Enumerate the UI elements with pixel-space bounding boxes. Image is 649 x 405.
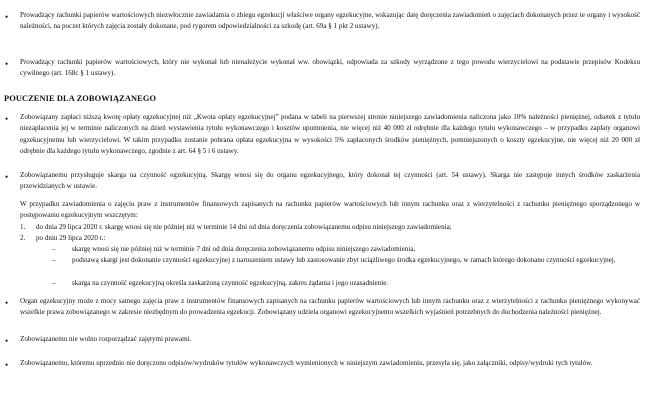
bullet-marker: •	[5, 59, 9, 69]
bullet-oplata-egzekucyjna: Zobowiązany zapłaci niższą kwotę opłaty egzekucyjnej niż „Kwota opłaty egzekucyjnej” podana w tabeli na pierwszej stronie niniejszego zawiadomienia naliczona jako 10% należności pieniężnej, odsetek z tytułu niezapłacenia jej w terminie naliczonych na dzień wystawienia tytułu wykonawczego i kosztów upomnienia, nie więcej niż 40 000 zł odrębnie dla każdego tytułu wykonawczego – w przypadku zapłaty organowi egzekucyjnemu lub wierzycielowi. W takim przypadku zostanie pobrana opłata egzekucyjna w wysokości 5% zapłaconych środków pieniężnych, pomniejszonych o koszty egzekucyjne, nie więcej niż 20 000 zł odrębnie dla każdego tytułu wykonawczego, zgodnie z art. 64 § 5 i 6 ustawy.	[20, 113, 640, 155]
numbered-item-1: do dnia 29 lipca 2020 r. skargę wnosi się nie później niż w terminie 14 dni od dnia doręczenia zobowiązanemu odpisu niniejszego zawiadomienia;	[36, 223, 452, 231]
list-number: 2.	[20, 234, 26, 242]
bullet-odpowiedzialnosc: Prowadzący rachunki papierów wartościowych, który nie wykonał lub nienależycie wykonał ww. obowiązki, odpowiada za szkody wyrządzone z tego powodu wierzycielowi na podstawie przepisów Kodeksu cywilnego (art. 168c § 1 ustawy).	[20, 58, 640, 78]
bullet-skarga: Zobowiązanemu przysługuje skarga na czynność egzekucyjną. Skargę wnosi się do organu egzekucyjnego, który dokonał tej czynności (art. 54 ustawy). Skarga nie zastępuje innych środków zaskarżenia przewidzianych w ustawie.	[20, 171, 640, 191]
list-number: 1.	[20, 223, 26, 231]
bullet-marker: •	[5, 12, 9, 22]
bullet-marker: •	[5, 298, 9, 308]
dash-item-podstawa: podstawą skargi jest dokonanie czynności egzekucyjnej z naruszeniem ustawy lub zastosowanie zbyt uciążliwego środka egzekucyjnego, w ramach którego dokonano czynności egzekucyjnej,	[72, 256, 616, 264]
numbered-item-2: po dniu 29 lipca 2020 r.:	[36, 234, 106, 242]
section-heading: POUCZENIE DLA ZOBOWIĄZANEGO	[4, 94, 157, 103]
bullet-marker: •	[5, 360, 9, 370]
skarga-paragraph-2: W przypadku zawiadomienia o zajęciu praw z instrumentów finansowych zapisanych na rachunku papierów wartościowych lub innym rachunku oraz z wierzytelności z rachunku pieniężnego sporządzonego w postępowaniu egzekucyjnym wszczętym:	[20, 200, 640, 220]
dash-marker: –	[52, 256, 56, 264]
bullet-odpisy-tytulow: Zobowiązanemu, któremu uprzednio nie doręczono odpisów/wydruków tytułów wykonawczych wymienionych w niniejszym zawiadomieniu, przesyła się, jako załączniki, odpisy/wydruki tych tytułów.	[20, 359, 593, 367]
dash-marker: –	[52, 279, 56, 287]
dash-marker: –	[52, 245, 56, 253]
bullet-zbieg-egzekucji: Prowadzący rachunki papierów wartościowych niezwłocznie zawiadamia o zbiegu egzekucji właściwe organy egzekucyjne, wskazując datę doręczenia zawiadomień o zajęciach dokonanych przez te organy i wysokość należności, na poczet których zajęcia zostały dokonane, pod rygorem odpowiedzialności za szkodę (art. 69a § 1 pkt 2 ustawy).	[20, 11, 640, 31]
dash-item-termin: skargę wnosi się nie później niż w terminie 7 dni od dnia doręczenia zobowiązanemu odpisu niniejszego zawiadomienia,	[72, 245, 416, 253]
bullet-marker: •	[5, 172, 9, 182]
bullet-zakaz-rozporzadzania: Zobowiązanemu nie wolno rozporządzać zajętymi prawami.	[20, 335, 192, 343]
bullet-marker: •	[5, 114, 9, 124]
dash-item-zakres: skarga na czynność egzekucyjną określa zaskarżoną czynność egzekucyjną, zakres żądania i jego uzasadnienie.	[72, 279, 389, 287]
bullet-organ-egzekucyjny: Organ egzekucyjny może z mocy samego zajęcia praw z instrumentów finansowych zapisanych na rachunku papierów wartościowych lub innym rachunku oraz z wierzytelności z rachunku pieniężnego wykonywać wszelkie prawa zobowiązanego w zakresie niezbędnym do prowadzenia egzekucji. Zobowiązany udziela organowi egzekucyjnemu wszelkich wyjaśnień potrzebnych do dochodzenia należności pieniężnej.	[20, 297, 640, 317]
bullet-marker: •	[5, 336, 9, 346]
